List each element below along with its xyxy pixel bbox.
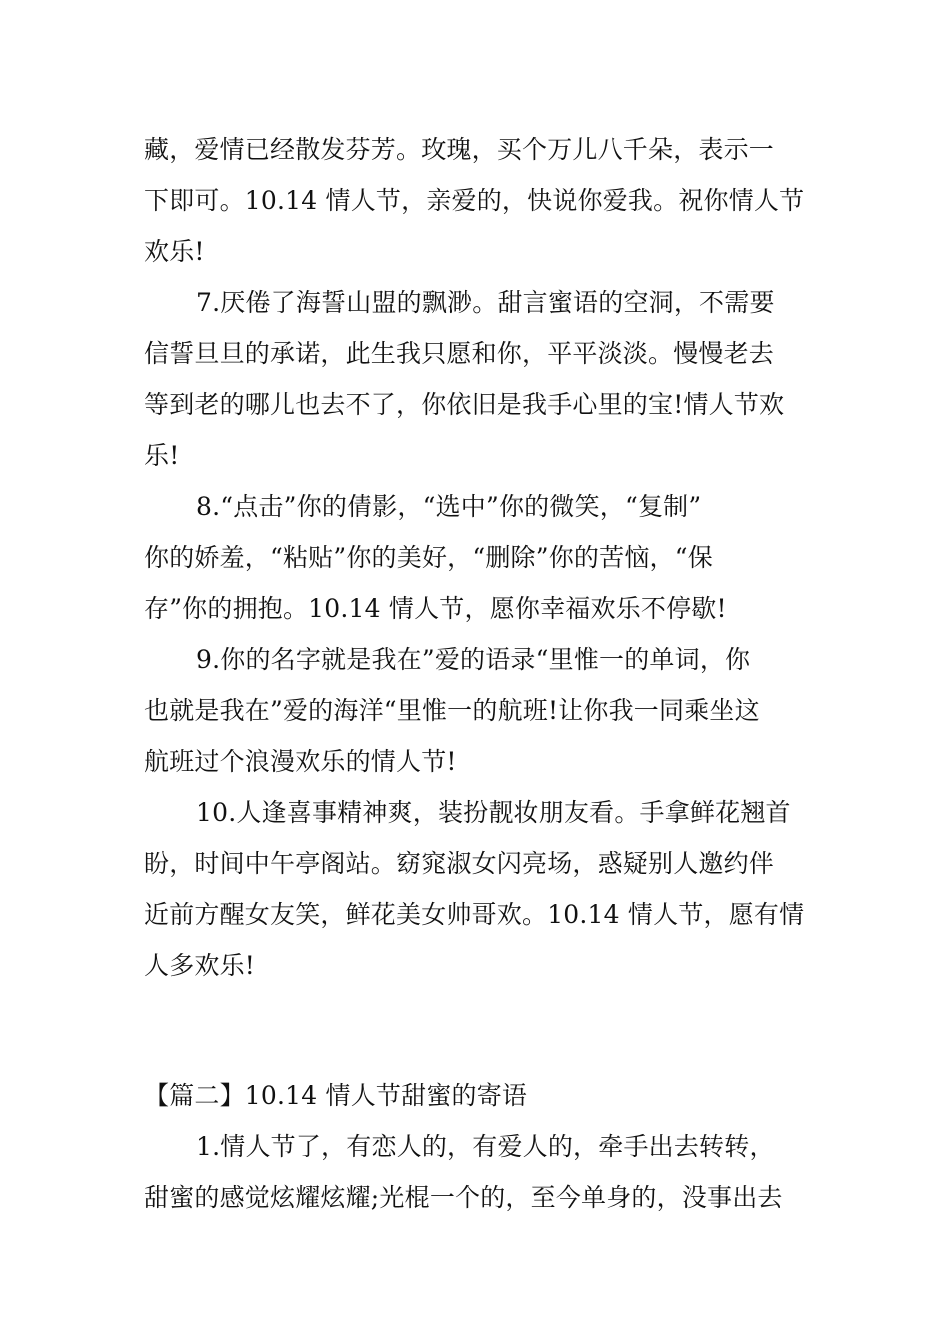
section-heading: 【篇二】10.14 情人节甜蜜的寄语	[144, 1081, 528, 1110]
paragraph-line: 下即可。10.14 情人节，亲爱的，快说你爱我。祝你情人节	[144, 186, 805, 215]
list-item-10-line: 盼，时间中午亭阁站。窈窕淑女闪亮场，惑疑别人邀约伴	[144, 849, 775, 878]
list-item-9-line: 航班过个浪漫欢乐的情人节!	[144, 747, 457, 776]
list-item-7-line: 信誓旦旦的承诺，此生我只愿和你，平平淡淡。慢慢老去	[144, 339, 775, 368]
list-item-7-line: 7.厌倦了海誓山盟的飘渺。甜言蜜语的空洞，不需要	[196, 288, 775, 317]
list-item-9-line: 9.你的名字就是我在”爱的语录“里惟一的单词，你	[196, 645, 751, 674]
section-two	[144, 1070, 810, 1223]
list-item-8-line: 存”你的拥抱。10.14 情人节，愿你幸福欢乐不停歇!	[144, 594, 727, 623]
list-item-9-line: 也就是我在”爱的海洋“里惟一的航班!让你我一同乘坐这	[144, 696, 760, 725]
paragraph-line: 藏，爱情已经散发芬芳。玫瑰，买个万儿八千朵，表示一	[144, 135, 775, 164]
list-item-7-line: 等到老的哪儿也去不了，你依旧是我手心里的宝!情人节欢	[144, 390, 785, 419]
section-item-1-line: 甜蜜的感觉炫耀炫耀;光棍一个的，至今单身的，没事出去	[144, 1183, 783, 1212]
list-item-10-line: 人多欢乐!	[144, 951, 256, 980]
list-item-8-line: 你的娇羞，“粘贴”你的美好，“删除”你的苦恼，“保	[144, 543, 713, 572]
list-item-8-line: 8.“点击”你的倩影，“选中”你的微笑，“复制”	[196, 492, 702, 521]
section-item-1-line: 1.情人节了，有恋人的，有爱人的，牵手出去转转，	[196, 1132, 775, 1161]
list-item-10-line: 10.人逢喜事精神爽，装扮靓妆朋友看。手拿鲜花翘首	[196, 798, 791, 827]
document-body	[144, 124, 810, 991]
list-item-7-line: 乐!	[144, 441, 180, 470]
paragraph-line: 欢乐!	[144, 237, 205, 266]
list-item-10-line: 近前方醒女友笑，鲜花美女帅哥欢。10.14 情人节，愿有情	[144, 900, 805, 929]
